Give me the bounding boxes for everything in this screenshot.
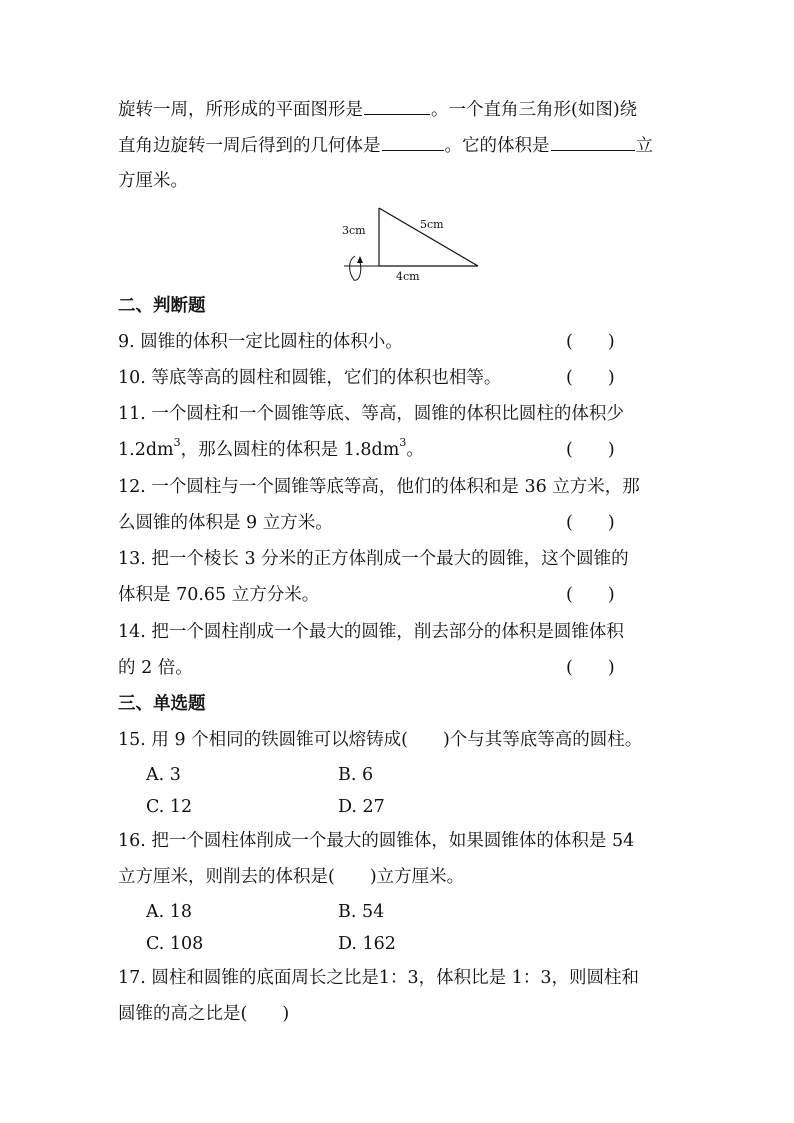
question-17-line-2	[118, 1003, 678, 1025]
question-text: 17. 圆柱和圆锥的底面周长之比是1：3，体积比是 1：3，则圆柱和	[118, 968, 639, 988]
answer-parentheses[interactable]: ( )	[566, 440, 615, 460]
question-text: 15. 用 9 个相同的铁圆锥可以熔铸成( )个与其等底等高的圆柱。	[118, 730, 643, 750]
superscript: 3	[399, 436, 407, 450]
option-d[interactable]: D. 162	[338, 934, 396, 954]
answer-parentheses[interactable]: ( )	[566, 585, 615, 605]
question-text: 12. 一个圆柱与一个圆锥等底等高，他们的体积和是 36 立方米，那	[118, 477, 640, 497]
answer-parentheses[interactable]: ( )	[566, 332, 615, 352]
q8-text: 方厘米。	[118, 171, 188, 191]
question-text: 11. 一个圆柱和一个圆锥等底、等高，圆锥的体积比圆柱的体积少	[118, 404, 624, 424]
question-15	[118, 729, 678, 751]
answer-parentheses[interactable]: ( )	[566, 513, 615, 533]
q8-line-2	[118, 134, 678, 157]
question-text: 10. 等底等高的圆柱和圆锥，它们的体积也相等。	[118, 368, 502, 388]
q8-line-3	[118, 170, 678, 192]
triangle-rotation-figure	[338, 204, 484, 284]
question-text: 立方厘米，则削去的体积是( )立方厘米。	[118, 867, 465, 887]
question-text: 13. 把一个棱长 3 分米的正方体削成一个最大的圆锥，这个圆锥的	[118, 549, 629, 569]
question-13	[118, 548, 678, 570]
option-b[interactable]: B. 6	[338, 765, 374, 785]
arrow-head-icon	[357, 256, 363, 263]
answer-parentheses[interactable]: ( )	[566, 368, 615, 388]
label-base: 4cm	[396, 270, 420, 283]
question-11	[118, 403, 678, 425]
section-title: 三、单选题	[118, 694, 206, 714]
superscript: 3	[173, 436, 181, 450]
q8-text: 旋转一周，所形成的平面图形是	[118, 100, 363, 120]
question-text: 9. 圆锥的体积一定比圆柱的体积小。	[118, 332, 403, 352]
q8-text: 。一个直角三角形(如图)绕	[431, 100, 638, 120]
question-text: 圆锥的高之比是( )	[118, 1004, 290, 1024]
section-title: 二、判断题	[118, 296, 206, 316]
question-text: 的 2 倍。	[118, 658, 193, 678]
triangle-hypotenuse	[379, 208, 478, 266]
q8-text: 立	[635, 136, 653, 156]
question-text: 。	[406, 440, 424, 460]
question-17	[118, 967, 678, 989]
q8-text: 直角边旋转一周后得到的几何体是	[118, 136, 381, 156]
option-c[interactable]: C. 12	[146, 797, 193, 817]
question-16-line-2	[118, 866, 678, 888]
q8-line-1	[118, 98, 678, 121]
question-16	[118, 830, 678, 852]
option-a[interactable]: A. 3	[146, 765, 181, 785]
label-height: 3cm	[342, 224, 366, 237]
answer-parentheses[interactable]: ( )	[566, 658, 615, 678]
question-text: 16. 把一个圆柱体削成一个最大的圆锥体，如果圆锥体的体积是 54	[118, 831, 635, 851]
question-12	[118, 476, 678, 498]
option-a[interactable]: A. 18	[146, 902, 193, 922]
question-text: 体积是 70.65 立方分米。	[118, 585, 320, 605]
answer-blank[interactable]	[364, 98, 430, 115]
q8-text: 。它的体积是	[444, 136, 550, 156]
option-d[interactable]: D. 27	[338, 797, 385, 817]
answer-blank[interactable]	[382, 134, 444, 151]
question-14	[118, 621, 678, 643]
question-text: 14. 把一个圆柱削成一个最大的圆锥，削去部分的体积是圆锥体积	[118, 622, 624, 642]
answer-blank[interactable]	[551, 134, 635, 151]
question-text: 1.2dm	[118, 440, 174, 460]
question-text: 么圆锥的体积是 9 立方米。	[118, 513, 333, 533]
option-b[interactable]: B. 54	[338, 902, 385, 922]
question-text: ，那么圆柱的体积是 1.8dm	[180, 440, 400, 460]
option-c[interactable]: C. 108	[146, 934, 204, 954]
label-hypotenuse: 5cm	[420, 218, 444, 231]
